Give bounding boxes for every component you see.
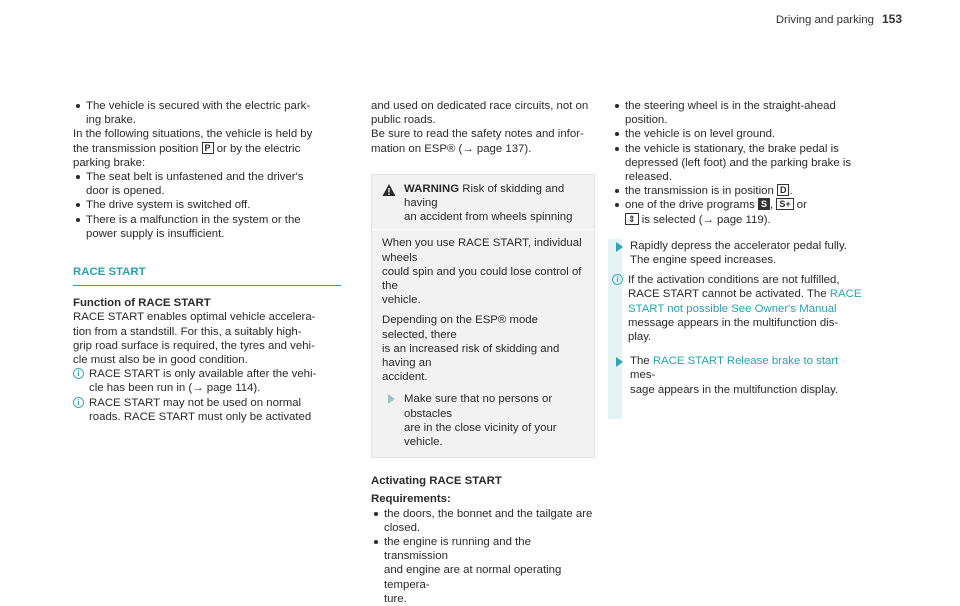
list-item: the vehicle is on level ground. [612,127,862,141]
bullet-icon [615,189,619,193]
action-arrow-icon [616,357,623,367]
warning-header [372,175,594,231]
requirements-label: Requirements: [371,493,451,506]
bullet-icon [374,540,378,544]
action-steps [608,239,862,397]
list-item: There is a malfunction in the system or the power supply is insufficient. [73,213,341,241]
section-title-race-start: RACE START [73,265,341,286]
warning-paragraph: When you use RACE START, individual wheels could spin and you could lose control of the vehicle. [382,237,582,307]
bullet-list-conditions [73,170,341,241]
list-item: the transmission is in position D . [612,184,862,198]
list-item: the vehicle is stationary, the brake pedal is depressed (left foot) and the parking brake is released. [612,142,862,185]
bullet-icon [615,203,619,207]
warning-body [372,230,594,457]
transmission-p-icon: P [202,142,214,154]
column-right [612,99,862,419]
bullet-icon [76,203,80,207]
bullet-icon [615,147,619,151]
action-step: The RACE START Release brake to start mes- sage appears in the multifunction display. [608,354,862,397]
drive-program-s-icon: S [758,198,770,210]
display-message: START not possible See Owner's Manual [628,302,837,315]
bullet-icon [76,175,80,179]
intro-paragraph: In the following situations, the vehicle is held by the transmission position P or by the electric parking brake: [73,128,313,169]
info-icon: i [612,274,623,285]
info-note: i RACE START is only available after the vehi- cle has been run in (→ page 114). [73,367,341,395]
bullet-icon [76,104,80,108]
info-icon: i [73,397,84,408]
warning-triangle-icon [382,183,396,197]
bullet-list-requirements-cont [612,99,862,227]
bullet-icon [76,218,80,222]
warning-box [371,174,595,458]
bullet-icon [374,512,378,516]
info-note: i If the activation conditions are not fulfilled, RACE START cannot be activated. The RACE START not possible See Owner's Manual message appears in the multifunction dis- play. [608,273,862,344]
function-paragraph: RACE START enables optimal vehicle accelera- tion from a standstill. For this, a suitably high- grip road surface is required, the tyres and vehi- cle must also be in good condition. [73,311,316,367]
info-icon: i [73,368,84,379]
warning-heading-text: WARNING Risk of skidding and having an accident from wheels spinning [404,182,573,224]
bullet-list-requirements [371,507,595,606]
display-message: RACE START Release brake to start [652,355,839,368]
list-item: the doors, the bonnet and the tailgate are closed. [371,507,595,535]
drive-program-individual-icon: ⇕ [625,213,639,225]
action-arrow-icon [616,242,623,252]
warning-action: Make sure that no persons or obstacles are in the close vicinity of your vehicle. [382,392,584,449]
list-item: The drive system is switched off. [73,198,341,212]
list-item: The vehicle is secured with the electric park- ing brake. [73,99,341,127]
drive-program-s-plus-icon: S+ [776,198,793,210]
action-arrow-icon [388,394,395,404]
list-item: the steering wheel is in the straight-ahead position. [612,99,862,127]
list-item: the engine is running and the transmission and engine are at normal operating tempera- ture. [371,535,595,606]
info-note: i RACE START may not be used on normal roads. RACE START must only be activated [73,396,341,424]
list-item: one of the drive programs S , S+ or ⇕ is selected (→ page 119). [612,198,862,226]
list-item: The seat belt is unfastened and the driver's door is opened. [73,170,341,198]
continued-paragraph: and used on dedicated race circuits, not on public roads. Be sure to read the safety notes and infor- mation on ESP® (→ page 137). [371,100,589,155]
bullet-icon [615,104,619,108]
action-step: Rapidly depress the accelerator pedal fully. The engine speed increases. [608,239,862,267]
header-section-title: Driving and parking [775,14,874,26]
page-number: 153 [881,12,902,26]
activating-title: Activating RACE START [371,475,502,488]
display-message: RACE [829,288,862,301]
warning-paragraph: Depending on the ESP® mode selected, there is an increased risk of skidding and having an accident. [382,314,560,384]
bullet-icon [615,132,619,136]
bullet-list-top [73,99,341,127]
function-title: Function of RACE START [73,297,211,310]
transmission-d-icon: D [777,184,790,196]
page-header [776,12,902,27]
column-left [73,99,341,424]
column-middle [371,99,595,606]
